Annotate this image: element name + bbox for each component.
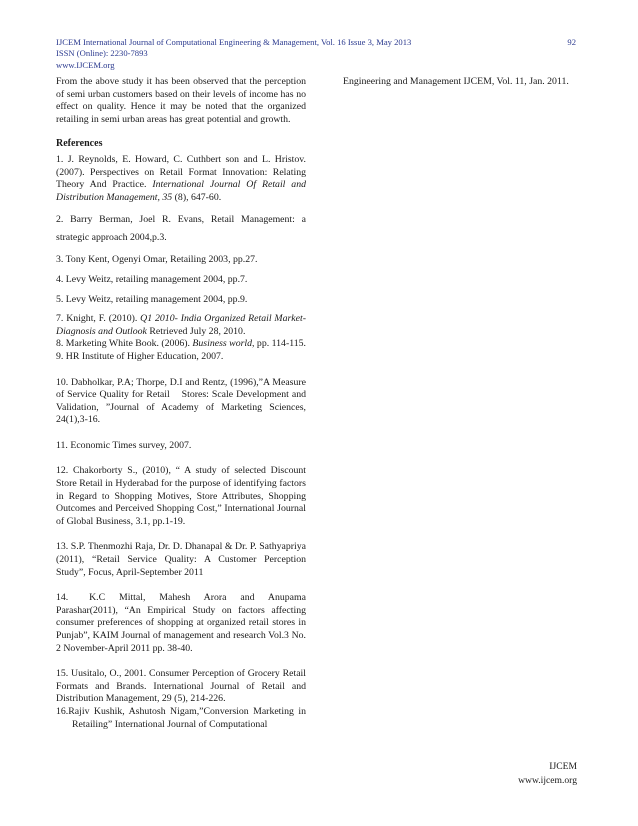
- reference-item: 13. S.P. Thenmozhi Raja, Dr. D. Dhanapal & Dr. P. Sathyapriya (2011), “Retail Service Quality: A Customer Perception Study”, Focus, April-September 2011: [56, 541, 306, 578]
- reference-item: 7. Knight, F. (2010). Q1 2010- India Organized Retail Market- Diagnosis and Outlook Retrieved July 28, 2010.: [56, 313, 306, 337]
- reference-item: 14. K.C Mittal, Mahesh Arora and Anupama Parashar(2011), “An Empirical Study on factors affecting consumer preferences of shopping at organized retail stores in Punjab”, KAIM Journal of management and research Vol.3 No. 2 November-April 2011 pp. 38-40.: [56, 592, 309, 654]
- page-header: [56, 37, 576, 71]
- reference-item: 11. Economic Times survey, 2007.: [56, 439, 192, 451]
- reference-item: 9. HR Institute of Higher Education, 2007.: [56, 350, 224, 362]
- website-link[interactable]: www.IJCEM.org: [56, 59, 115, 70]
- reference-item: 8. Marketing White Book. (2006). Business world, pp. 114-115.: [56, 338, 306, 350]
- reference-item: 1. J. Reynolds, E. Howard, C. Cuthbert son and L. Hristov. (2007). Perspectives on Retail Format Innovation: Relating Theory And Practice. International Journal Of Retail and Distribution Management, 35 (8), 647-60.: [56, 153, 306, 203]
- reference-item: 16.Rajiv Kushik, Ashutosh Nigam,”Conversion Marketing in Retailing” International Journal of Computational: [56, 705, 306, 730]
- reference-item: 10. Dabholkar, P.A; Thorpe, D.I and Rentz, (1996),”A Measure of Service Quality for Retail Stores: Scale Development and Validation, ”Journal of Academy of Marketing Sciences, 24(1),3-16.: [56, 376, 314, 426]
- reference-item: 12. Chakorborty S., (2010), “ A study of selected Discount Store Retail in Hyderabad for the purpose of identifying factors in Regard to Shopping Motives, Store Attributes, Shopping Outcomes and Perceived Shopping Cost,” International Journal of Global Business, 3.1, pp.1-19.: [56, 465, 314, 527]
- left-column: [56, 76, 314, 731]
- reference-item: 4. Levy Weitz, retailing management 2004, pp.7.: [56, 273, 248, 285]
- reference-item: 15. Uusitalo, O., 2001. Consumer Perception of Grocery Retail Formats and Brands. International Journal of Retail and Distribution Management, 29 (5), 214-226.: [56, 668, 306, 705]
- page-number: 92: [567, 37, 576, 47]
- reference-continuation: Engineering and Management IJCEM, Vol. 11, Jan. 2011.: [343, 76, 569, 87]
- intro-paragraph: From the above study it has been observed that the perception of semi urban customers based on their levels of income has no effect on quality. Hence it may be noted that the organized retailing in semi urban areas has great potential and growth.: [56, 76, 306, 125]
- reference-item: 5. Levy Weitz, retailing management 2004, pp.9.: [56, 293, 248, 305]
- references-heading: References: [56, 138, 103, 150]
- journal-line: IJCEM International Journal of Computational Engineering & Management, Vol. 16 Issue 3, May 2013: [56, 37, 412, 47]
- footer-site-link[interactable]: www.ijcem.org: [518, 774, 577, 786]
- reference-item: 2. Barry Berman, Joel R. Evans, Retail Management: a strategic approach 2004,p.3.: [56, 214, 306, 244]
- footer-org: IJCEM: [549, 761, 577, 772]
- page-footer: [518, 760, 577, 787]
- right-column: [343, 76, 578, 89]
- issn: ISSN (Online): 2230-7893: [56, 48, 148, 59]
- reference-item: 3. Tony Kent, Ogenyi Omar, Retailing 2003, pp.27.: [56, 254, 258, 266]
